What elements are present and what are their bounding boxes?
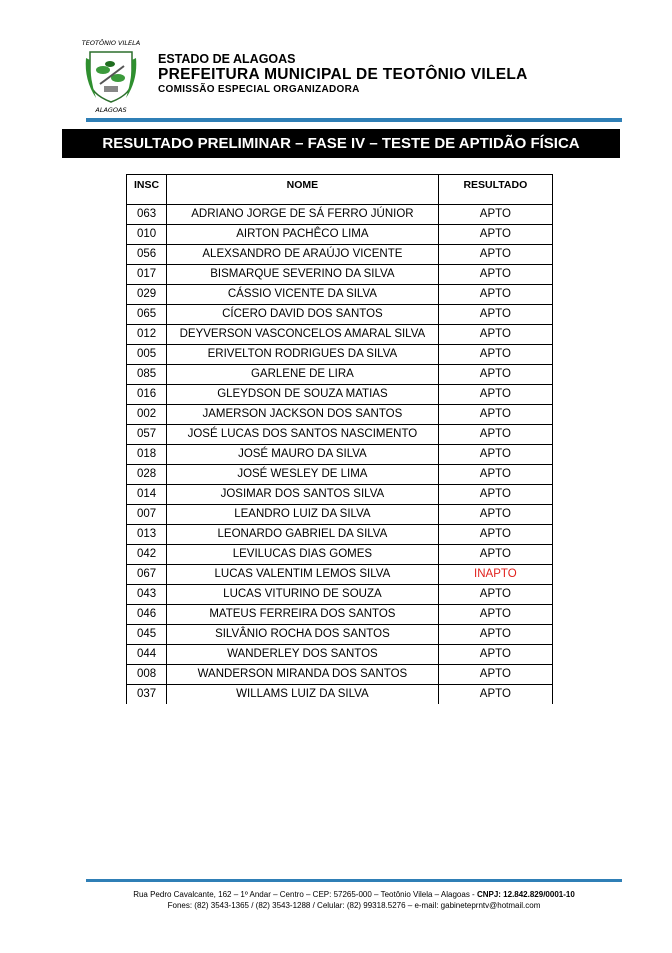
result-banner: RESULTADO PRELIMINAR – FASE IV – TESTE DE APTIDÃO FÍSICA — [62, 129, 620, 158]
address-line: Rua Pedro Cavalcante, 162 – 1º Andar – Centro – CEP: 57265-000 – Teotônio Vilela – Alagoas - — [133, 890, 477, 899]
cell-nome: WILLAMS LUIZ DA SILVA — [167, 685, 439, 705]
table-row — [127, 305, 553, 325]
cell-nome: LEONARDO GABRIEL DA SILVA — [167, 525, 439, 545]
cell-insc: 044 — [127, 645, 167, 665]
cell-nome: CÍCERO DAVID DOS SANTOS — [167, 305, 439, 325]
cell-resultado: APTO — [438, 405, 552, 425]
cell-resultado: APTO — [438, 345, 552, 365]
header-divider — [86, 118, 622, 122]
cell-nome: JOSÉ WESLEY DE LIMA — [167, 465, 439, 485]
cell-insc: 042 — [127, 545, 167, 565]
table-row — [127, 445, 553, 465]
cell-resultado: APTO — [438, 625, 552, 645]
cell-insc: 017 — [127, 265, 167, 285]
commission-name: COMISSÃO ESPECIAL ORGANIZADORA — [158, 84, 360, 95]
table-row — [127, 525, 553, 545]
cell-nome: GLEYDSON DE SOUZA MATIAS — [167, 385, 439, 405]
cell-resultado: APTO — [438, 505, 552, 525]
table-row — [127, 245, 553, 265]
cell-nome: JAMERSON JACKSON DOS SANTOS — [167, 405, 439, 425]
cell-resultado: APTO — [438, 225, 552, 245]
cell-resultado: APTO — [438, 245, 552, 265]
column-header-resultado: RESULTADO — [438, 175, 552, 205]
cell-insc: 085 — [127, 365, 167, 385]
cell-insc: 045 — [127, 625, 167, 645]
footer-contact: Fones: (82) 3543-1365 / (82) 3543-1288 / Celular: (82) 99318.5276 – e-mail: gabineteprntv@hotmail.com — [167, 901, 541, 910]
cell-resultado: APTO — [438, 205, 552, 225]
cell-insc: 028 — [127, 465, 167, 485]
cell-resultado: APTO — [438, 645, 552, 665]
cell-nome: ALEXSANDRO DE ARAÚJO VICENTE — [167, 245, 439, 265]
footer — [86, 889, 622, 911]
cell-resultado: APTO — [438, 285, 552, 305]
table-row — [127, 365, 553, 385]
table-row — [127, 605, 553, 625]
table-row — [127, 585, 553, 605]
table-row — [127, 265, 553, 285]
cell-resultado: APTO — [438, 485, 552, 505]
cell-nome: JOSIMAR DOS SANTOS SILVA — [167, 485, 439, 505]
emblem-text-bottom: ALAGOAS — [95, 106, 127, 114]
cell-insc: 037 — [127, 685, 167, 705]
cell-resultado: INAPTO — [438, 565, 552, 585]
cell-insc: 067 — [127, 565, 167, 585]
cell-insc: 013 — [127, 525, 167, 545]
column-header-insc: INSC — [127, 175, 167, 205]
cell-nome: JOSÉ LUCAS DOS SANTOS NASCIMENTO — [167, 425, 439, 445]
header-titles — [158, 52, 528, 96]
cell-insc: 065 — [127, 305, 167, 325]
cell-nome: LEANDRO LUIZ DA SILVA — [167, 505, 439, 525]
cell-resultado: APTO — [438, 365, 552, 385]
results-table — [126, 174, 553, 704]
municipal-emblem — [80, 36, 142, 116]
cell-insc: 008 — [127, 665, 167, 685]
cell-nome: LEVILUCAS DIAS GOMES — [167, 545, 439, 565]
cell-nome: BISMARQUE SEVERINO DA SILVA — [167, 265, 439, 285]
cell-nome: GARLENE DE LIRA — [167, 365, 439, 385]
table-row — [127, 405, 553, 425]
cell-nome: CÁSSIO VICENTE DA SILVA — [167, 285, 439, 305]
column-header-nome: NOME — [167, 175, 439, 205]
cell-insc: 012 — [127, 325, 167, 345]
cell-resultado: APTO — [438, 425, 552, 445]
table-row — [127, 465, 553, 485]
cell-insc: 010 — [127, 225, 167, 245]
cell-nome: AIRTON PACHÊCO LIMA — [167, 225, 439, 245]
table-row — [127, 205, 553, 225]
cell-insc: 063 — [127, 205, 167, 225]
cell-resultado: APTO — [438, 545, 552, 565]
city-hall-name: PREFEITURA MUNICIPAL DE TEOTÔNIO VILELA — [158, 66, 528, 83]
cell-resultado: APTO — [438, 385, 552, 405]
table-row — [127, 565, 553, 585]
table-row — [127, 505, 553, 525]
table-row — [127, 345, 553, 365]
cell-insc: 046 — [127, 605, 167, 625]
cell-insc: 018 — [127, 445, 167, 465]
emblem-text-top: TEOTÔNIO VILELA — [81, 39, 141, 47]
table-row — [127, 285, 553, 305]
table-row — [127, 625, 553, 645]
state-name: ESTADO DE ALAGOAS — [158, 52, 296, 66]
cell-nome: ERIVELTON RODRIGUES DA SILVA — [167, 345, 439, 365]
cell-resultado: APTO — [438, 445, 552, 465]
cell-insc: 043 — [127, 585, 167, 605]
cell-insc: 005 — [127, 345, 167, 365]
cell-resultado: APTO — [438, 325, 552, 345]
cell-nome: LUCAS VITURINO DE SOUZA — [167, 585, 439, 605]
table-row — [127, 425, 553, 445]
cell-insc: 029 — [127, 285, 167, 305]
cell-nome: WANDERLEY DOS SANTOS — [167, 645, 439, 665]
table-row — [127, 485, 553, 505]
cell-insc: 057 — [127, 425, 167, 445]
footer-divider — [86, 879, 622, 882]
table-body — [127, 205, 553, 705]
cell-resultado: APTO — [438, 525, 552, 545]
cell-nome: DEYVERSON VASCONCELOS AMARAL SILVA — [167, 325, 439, 345]
table-row — [127, 685, 553, 705]
cell-resultado: APTO — [438, 685, 552, 705]
cnpj: CNPJ: 12.842.829/0001-10 — [476, 890, 575, 899]
footer-address — [86, 889, 622, 900]
cell-nome: ADRIANO JORGE DE SÁ FERRO JÚNIOR — [167, 205, 439, 225]
cell-nome: LUCAS VALENTIM LEMOS SILVA — [167, 565, 439, 585]
cell-resultado: APTO — [438, 585, 552, 605]
cell-insc: 002 — [127, 405, 167, 425]
cell-insc: 014 — [127, 485, 167, 505]
table-row — [127, 645, 553, 665]
cell-resultado: APTO — [438, 265, 552, 285]
cell-resultado: APTO — [438, 305, 552, 325]
cell-insc: 016 — [127, 385, 167, 405]
table-row — [127, 325, 553, 345]
cell-nome: MATEUS FERREIRA DOS SANTOS — [167, 605, 439, 625]
table-row — [127, 665, 553, 685]
cell-resultado: APTO — [438, 465, 552, 485]
cell-resultado: APTO — [438, 665, 552, 685]
cell-resultado: APTO — [438, 605, 552, 625]
table-row — [127, 225, 553, 245]
cell-nome: JOSÉ MAURO DA SILVA — [167, 445, 439, 465]
cell-nome: SILVÂNIO ROCHA DOS SANTOS — [167, 625, 439, 645]
cell-insc: 007 — [127, 505, 167, 525]
cell-nome: WANDERSON MIRANDA DOS SANTOS — [167, 665, 439, 685]
cell-insc: 056 — [127, 245, 167, 265]
table-row — [127, 385, 553, 405]
table-header-row — [127, 175, 553, 205]
table-row — [127, 545, 553, 565]
